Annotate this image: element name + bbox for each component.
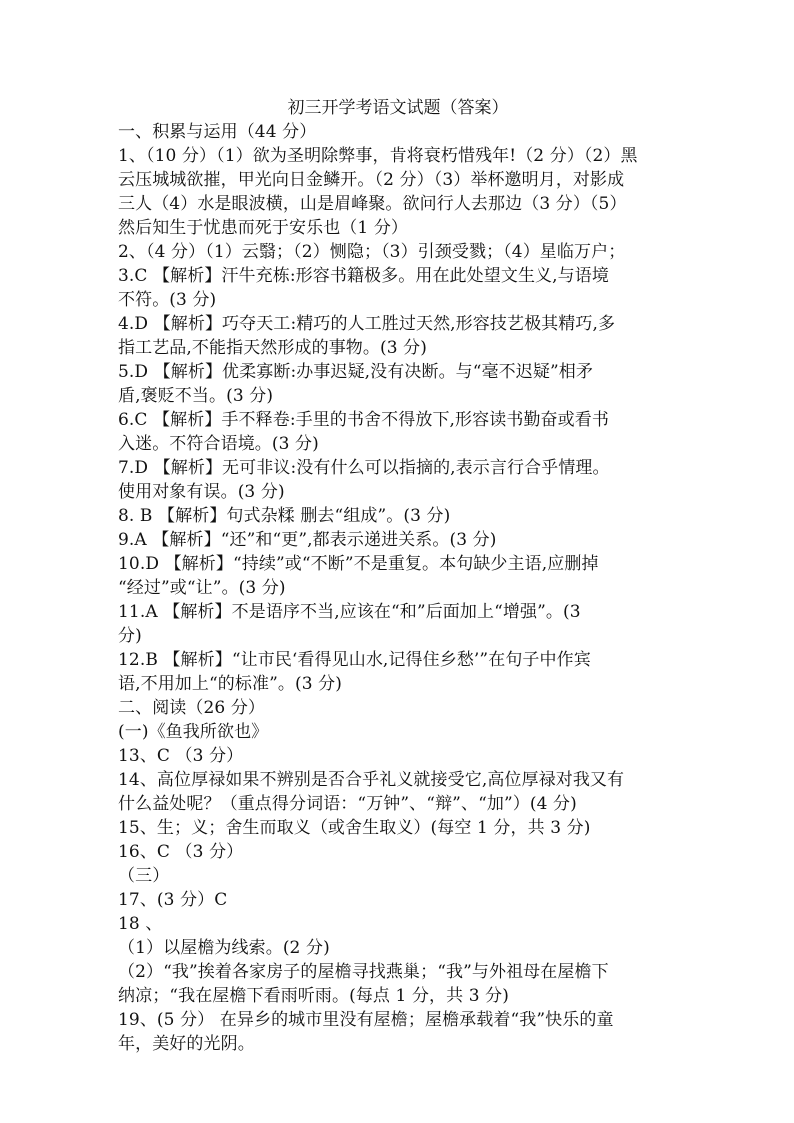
answer-line: 盾,褒贬不当。(3 分) [118, 386, 274, 406]
answer-line: 16、C （3 分） [118, 842, 244, 862]
answer-line: 14、高位厚禄如果不辨别是否合乎礼义就接受它,高位厚禄对我又有 [118, 770, 625, 790]
section-heading-accumulation: 一、积累与运用（44 分） [118, 122, 317, 142]
answer-line: 19、(5 分） 在异乡的城市里没有屋檐；屋檐承载着“我”快乐的童 [118, 1010, 614, 1030]
answer-line: 12.B 【解析】“让市民‘看得见山水,记得住乡愁’”在句子中作宾 [118, 650, 591, 670]
answer-line: 入迷。不符合语境。(3 分) [118, 434, 319, 454]
answer-body [118, 120, 678, 1056]
answer-line: 17、(3 分）C [118, 890, 228, 910]
answer-line: 指工艺品,不能指天然形成的事物。(3 分) [118, 338, 427, 358]
answer-line: 2、（4 分）（1）云翳；（2）恻隐；（3）引颈受戮；（4）星临万户； [118, 242, 626, 262]
document-title: 初三开学考语文试题（答案） [287, 98, 509, 118]
answer-line: 11.A 【解析】不是语序不当,应该在“和”后面加上“增强”。(3 [118, 602, 581, 622]
answer-line: 使用对象有误。(3 分) [118, 482, 285, 502]
answer-line: 年，美好的光阴。 [118, 1034, 255, 1054]
answer-line: 不符。(3 分) [118, 290, 217, 310]
answer-line: 13、C （3 分） [118, 746, 244, 766]
answer-line: 然后知生于忧患而死于安乐也（1 分） [118, 218, 409, 238]
answer-line: 三人（4）水是眼波横，山是眉峰聚。欲问行人去那边（3 分）（5） [118, 194, 627, 214]
answer-line: 语,不用加上“的标准”。(3 分) [118, 674, 342, 694]
answer-document [118, 96, 678, 1056]
answer-line: 5.D 【解析】优柔寡断:办事迟疑,没有决断。与“毫不迟疑”相矛 [118, 362, 593, 382]
answer-line: 8. B 【解析】句式杂糅 删去“组成”。(3 分) [118, 506, 451, 526]
answer-line: 什么益处呢？（重点得分词语：“万钟”、“辩”、“加”）(4 分) [118, 794, 577, 814]
answer-line: “经过”或“让”。(3 分) [118, 578, 286, 598]
answer-line: 4.D 【解析】巧夺天工:精巧的人工胜过天然,形容技艺极其精巧,多 [118, 314, 616, 334]
subsection-heading: (一)《鱼我所欲也》 [118, 722, 269, 742]
answer-line: 云压城城欲摧，甲光向日金鳞开。（2 分）（3）举杯邀明月，对影成 [118, 170, 625, 190]
answer-line: 分) [118, 626, 142, 646]
answer-line: （1）以屋檐为线索。(2 分) [118, 938, 330, 958]
answer-line: 1、（10 分）（1）欲为圣明除弊事，肯将衰朽惜残年!（2 分）（2）黑 [118, 146, 638, 166]
section-heading-reading: 二、阅读（26 分） [118, 698, 266, 718]
answer-line: 9.A 【解析】“还”和“更”,都表示递进关系。(3 分) [118, 530, 497, 550]
answer-line: 6.C 【解析】手不释卷:手里的书舍不得放下,形容读书勤奋或看书 [118, 410, 609, 430]
answer-line: 3.C 【解析】汗牛充栋:形容书籍极多。用在此处望文生义,与语境 [118, 266, 609, 286]
answer-line: 纳凉；“我在屋檐下看雨听雨。(每点 1 分，共 3 分) [118, 986, 510, 1006]
answer-line: 10.D 【解析】“持续”或“不断”不是重复。本句缺少主语,应删掉 [118, 554, 599, 574]
answer-line: 15、生；义；舍生而取义（或舍生取义）(每空 1 分，共 3 分) [118, 818, 591, 838]
answer-line: 18 、 [118, 914, 163, 934]
answer-line: 7.D 【解析】无可非议:没有什么可以指摘的,表示言行合乎情理。 [118, 458, 610, 478]
answer-line: （2）“我”挨着各家房子的屋檐寻找燕巢；“我”与外祖母在屋檐下 [118, 962, 609, 982]
subsection-heading: （三） [118, 866, 170, 886]
